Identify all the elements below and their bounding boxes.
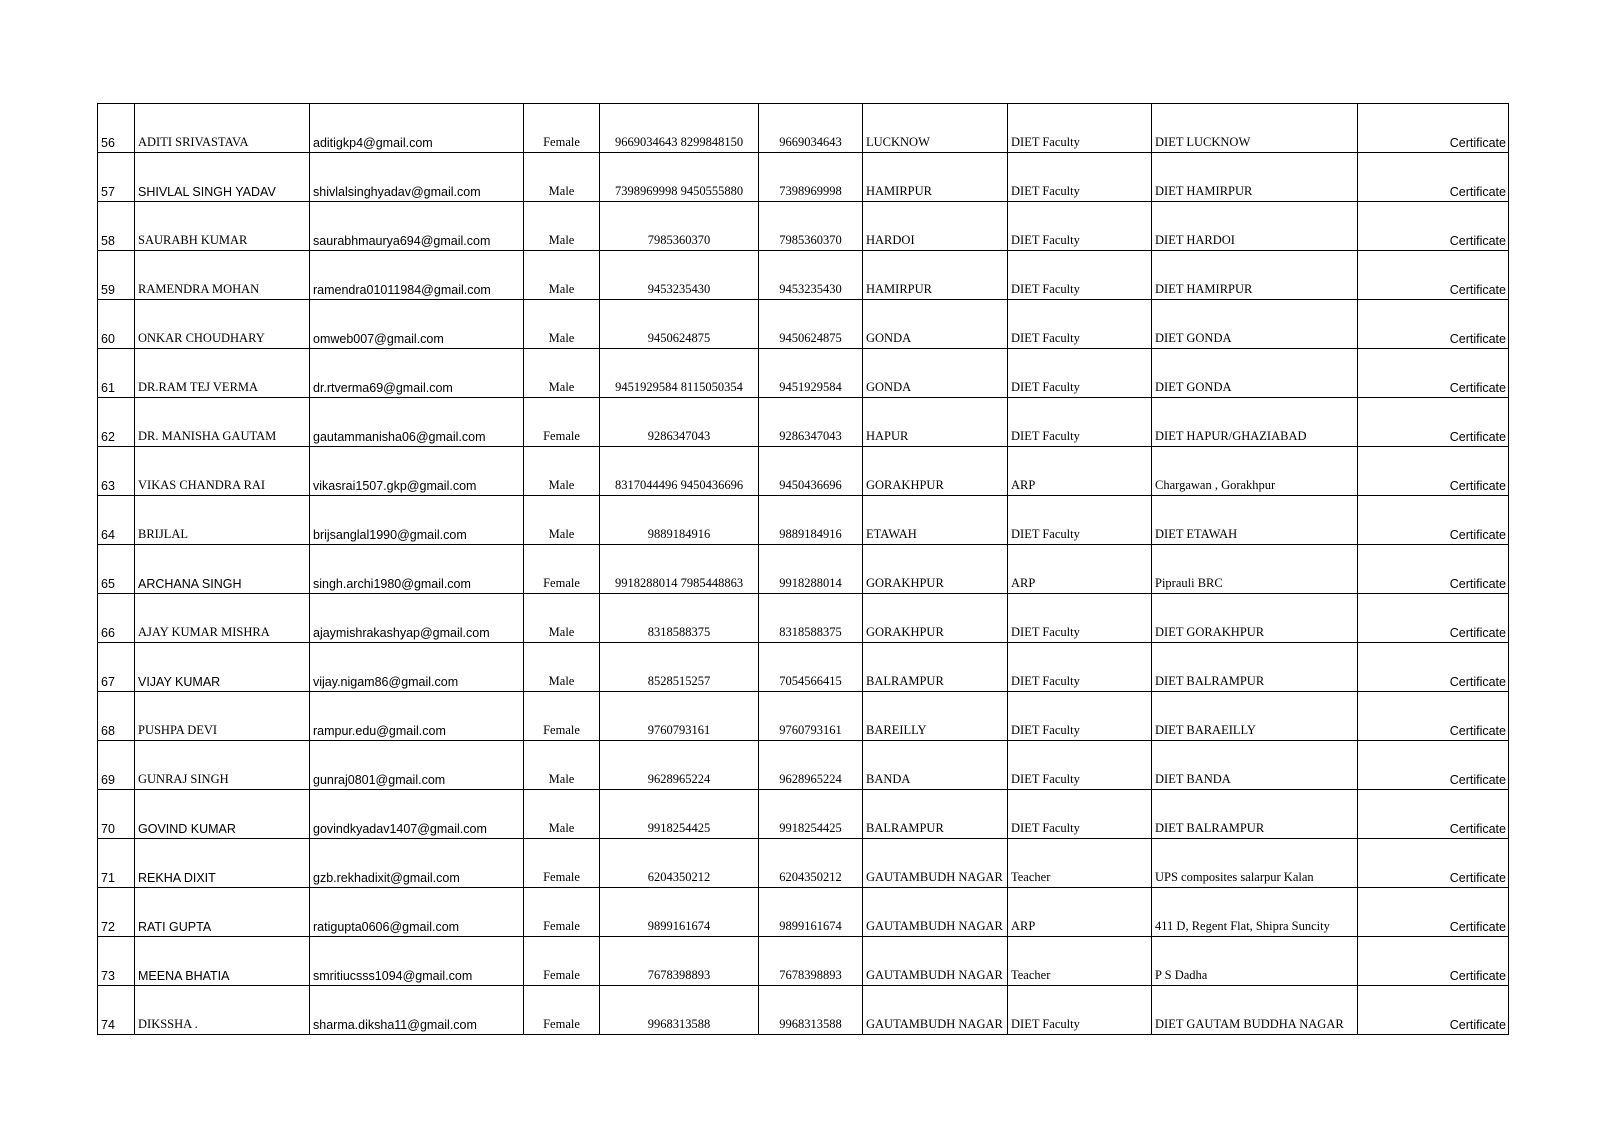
cell-district: GONDA [863, 300, 1008, 349]
cell-gender: Male [524, 251, 600, 300]
cell-mobile: 9286347043 [759, 398, 863, 447]
cell-designation: ARP [1008, 545, 1152, 594]
cell-designation: DIET Faculty [1008, 643, 1152, 692]
cell-district: GAUTAMBUDH NAGAR [863, 839, 1008, 888]
cell-mobile: 9889184916 [759, 496, 863, 545]
cell-name: GOVIND KUMAR [135, 790, 310, 839]
cell-district: HARDOI [863, 202, 1008, 251]
cell-gender: Male [524, 496, 600, 545]
table-row [98, 594, 1509, 643]
cell-phones: 9669034643 8299848150 [600, 104, 759, 153]
cell-gender: Male [524, 741, 600, 790]
cell-phones: 9760793161 [600, 692, 759, 741]
cell-certificate: Certificate [1358, 104, 1509, 153]
table-row [98, 496, 1509, 545]
cell-phones: 9918254425 [600, 790, 759, 839]
table-row [98, 251, 1509, 300]
cell-email: rampur.edu@gmail.com [310, 692, 524, 741]
cell-sno: 72 [98, 888, 135, 937]
cell-mobile: 9450436696 [759, 447, 863, 496]
cell-designation: DIET Faculty [1008, 986, 1152, 1035]
cell-sno: 60 [98, 300, 135, 349]
cell-mobile: 9453235430 [759, 251, 863, 300]
cell-phones: 9453235430 [600, 251, 759, 300]
cell-designation: DIET Faculty [1008, 790, 1152, 839]
cell-designation: DIET Faculty [1008, 741, 1152, 790]
cell-institution: DIET BANDA [1152, 741, 1358, 790]
cell-district: HAMIRPUR [863, 153, 1008, 202]
table-row [98, 153, 1509, 202]
cell-certificate: Certificate [1358, 839, 1509, 888]
cell-certificate: Certificate [1358, 790, 1509, 839]
cell-certificate: Certificate [1358, 447, 1509, 496]
cell-email: gautammanisha06@gmail.com [310, 398, 524, 447]
cell-phones: 7398969998 9450555880 [600, 153, 759, 202]
cell-institution: DIET HAPUR/GHAZIABAD [1152, 398, 1358, 447]
table-row [98, 202, 1509, 251]
cell-phones: 7985360370 [600, 202, 759, 251]
cell-certificate: Certificate [1358, 937, 1509, 986]
cell-district: GORAKHPUR [863, 594, 1008, 643]
cell-sno: 56 [98, 104, 135, 153]
participant-table [97, 103, 1509, 1035]
cell-mobile: 7398969998 [759, 153, 863, 202]
cell-district: ETAWAH [863, 496, 1008, 545]
cell-district: HAPUR [863, 398, 1008, 447]
cell-designation: DIET Faculty [1008, 496, 1152, 545]
cell-institution: P S Dadha [1152, 937, 1358, 986]
cell-name: VIKAS CHANDRA RAI [135, 447, 310, 496]
cell-name: MEENA BHATIA [135, 937, 310, 986]
cell-gender: Male [524, 447, 600, 496]
cell-name: DR.RAM TEJ VERMA [135, 349, 310, 398]
cell-institution: DIET GONDA [1152, 349, 1358, 398]
cell-institution: DIET ETAWAH [1152, 496, 1358, 545]
cell-name: ADITI SRIVASTAVA [135, 104, 310, 153]
cell-certificate: Certificate [1358, 251, 1509, 300]
cell-gender: Male [524, 153, 600, 202]
cell-gender: Male [524, 300, 600, 349]
table-row [98, 300, 1509, 349]
cell-email: shivlalsinghyadav@gmail.com [310, 153, 524, 202]
cell-phones: 9628965224 [600, 741, 759, 790]
table-row [98, 839, 1509, 888]
cell-mobile: 9918288014 [759, 545, 863, 594]
cell-sno: 57 [98, 153, 135, 202]
cell-sno: 66 [98, 594, 135, 643]
cell-designation: DIET Faculty [1008, 300, 1152, 349]
table-row [98, 986, 1509, 1035]
cell-designation: DIET Faculty [1008, 349, 1152, 398]
cell-name: PUSHPA DEVI [135, 692, 310, 741]
cell-sno: 73 [98, 937, 135, 986]
cell-email: vikasrai1507.gkp@gmail.com [310, 447, 524, 496]
cell-email: gzb.rekhadixit@gmail.com [310, 839, 524, 888]
cell-email: aditigkp4@gmail.com [310, 104, 524, 153]
cell-gender: Female [524, 937, 600, 986]
cell-mobile: 6204350212 [759, 839, 863, 888]
table-row [98, 937, 1509, 986]
cell-email: brijsanglal1990@gmail.com [310, 496, 524, 545]
cell-name: VIJAY KUMAR [135, 643, 310, 692]
cell-gender: Female [524, 398, 600, 447]
cell-email: singh.archi1980@gmail.com [310, 545, 524, 594]
cell-sno: 58 [98, 202, 135, 251]
cell-sno: 63 [98, 447, 135, 496]
table-row [98, 104, 1509, 153]
cell-phones: 9899161674 [600, 888, 759, 937]
cell-designation: DIET Faculty [1008, 692, 1152, 741]
cell-mobile: 9760793161 [759, 692, 863, 741]
cell-designation: DIET Faculty [1008, 202, 1152, 251]
cell-email: ramendra01011984@gmail.com [310, 251, 524, 300]
cell-certificate: Certificate [1358, 741, 1509, 790]
cell-district: GAUTAMBUDH NAGAR [863, 986, 1008, 1035]
cell-certificate: Certificate [1358, 594, 1509, 643]
cell-gender: Male [524, 349, 600, 398]
cell-district: BALRAMPUR [863, 643, 1008, 692]
cell-institution: 411 D, Regent Flat, Shipra Suncity [1152, 888, 1358, 937]
cell-district: BALRAMPUR [863, 790, 1008, 839]
cell-sno: 68 [98, 692, 135, 741]
cell-phones: 8317044496 9450436696 [600, 447, 759, 496]
cell-mobile: 9669034643 [759, 104, 863, 153]
cell-name: DIKSSHA . [135, 986, 310, 1035]
cell-certificate: Certificate [1358, 153, 1509, 202]
cell-designation: DIET Faculty [1008, 104, 1152, 153]
cell-institution: DIET HAMIRPUR [1152, 153, 1358, 202]
cell-gender: Female [524, 888, 600, 937]
cell-certificate: Certificate [1358, 398, 1509, 447]
cell-phones: 9451929584 8115050354 [600, 349, 759, 398]
cell-institution: DIET HARDOI [1152, 202, 1358, 251]
cell-sno: 74 [98, 986, 135, 1035]
table-row [98, 790, 1509, 839]
cell-phones: 6204350212 [600, 839, 759, 888]
cell-email: smritiucsss1094@gmail.com [310, 937, 524, 986]
cell-certificate: Certificate [1358, 202, 1509, 251]
cell-district: HAMIRPUR [863, 251, 1008, 300]
cell-district: LUCKNOW [863, 104, 1008, 153]
cell-gender: Female [524, 839, 600, 888]
cell-sno: 69 [98, 741, 135, 790]
cell-institution: DIET GONDA [1152, 300, 1358, 349]
cell-district: GORAKHPUR [863, 545, 1008, 594]
table-row [98, 692, 1509, 741]
cell-certificate: Certificate [1358, 643, 1509, 692]
cell-district: BANDA [863, 741, 1008, 790]
cell-email: gunraj0801@gmail.com [310, 741, 524, 790]
cell-mobile: 9899161674 [759, 888, 863, 937]
cell-sno: 67 [98, 643, 135, 692]
cell-certificate: Certificate [1358, 986, 1509, 1035]
cell-mobile: 8318588375 [759, 594, 863, 643]
cell-gender: Male [524, 202, 600, 251]
cell-certificate: Certificate [1358, 300, 1509, 349]
cell-designation: Teacher [1008, 937, 1152, 986]
cell-email: dr.rtverma69@gmail.com [310, 349, 524, 398]
cell-name: ARCHANA SINGH [135, 545, 310, 594]
cell-mobile: 7054566415 [759, 643, 863, 692]
cell-email: sharma.diksha11@gmail.com [310, 986, 524, 1035]
cell-mobile: 9918254425 [759, 790, 863, 839]
cell-mobile: 9628965224 [759, 741, 863, 790]
cell-gender: Male [524, 643, 600, 692]
cell-phones: 9918288014 7985448863 [600, 545, 759, 594]
cell-institution: Chargawan , Gorakhpur [1152, 447, 1358, 496]
cell-certificate: Certificate [1358, 496, 1509, 545]
cell-name: RATI GUPTA [135, 888, 310, 937]
cell-institution: DIET GAUTAM BUDDHA NAGAR [1152, 986, 1358, 1035]
cell-institution: DIET GORAKHPUR [1152, 594, 1358, 643]
cell-mobile: 9968313588 [759, 986, 863, 1035]
cell-gender: Female [524, 104, 600, 153]
cell-name: SHIVLAL SINGH YADAV [135, 153, 310, 202]
cell-institution: DIET BALRAMPUR [1152, 790, 1358, 839]
cell-name: ONKAR CHOUDHARY [135, 300, 310, 349]
cell-gender: Female [524, 545, 600, 594]
cell-phones: 8318588375 [600, 594, 759, 643]
cell-district: BAREILLY [863, 692, 1008, 741]
cell-sno: 70 [98, 790, 135, 839]
cell-designation: ARP [1008, 447, 1152, 496]
cell-institution: DIET BALRAMPUR [1152, 643, 1358, 692]
cell-sno: 71 [98, 839, 135, 888]
cell-phones: 9286347043 [600, 398, 759, 447]
cell-sno: 59 [98, 251, 135, 300]
table-row [98, 398, 1509, 447]
cell-designation: DIET Faculty [1008, 251, 1152, 300]
cell-email: saurabhmaurya694@gmail.com [310, 202, 524, 251]
cell-phones: 9968313588 [600, 986, 759, 1035]
cell-mobile: 7678398893 [759, 937, 863, 986]
cell-email: vijay.nigam86@gmail.com [310, 643, 524, 692]
cell-name: DR. MANISHA GAUTAM [135, 398, 310, 447]
cell-designation: DIET Faculty [1008, 398, 1152, 447]
cell-email: ajaymishrakashyap@gmail.com [310, 594, 524, 643]
cell-sno: 62 [98, 398, 135, 447]
table-row [98, 545, 1509, 594]
cell-district: GAUTAMBUDH NAGAR [863, 888, 1008, 937]
table-row [98, 349, 1509, 398]
cell-institution: DIET LUCKNOW [1152, 104, 1358, 153]
cell-mobile: 7985360370 [759, 202, 863, 251]
cell-name: REKHA DIXIT [135, 839, 310, 888]
cell-email: omweb007@gmail.com [310, 300, 524, 349]
cell-name: AJAY KUMAR MISHRA [135, 594, 310, 643]
cell-phones: 8528515257 [600, 643, 759, 692]
cell-mobile: 9451929584 [759, 349, 863, 398]
cell-institution: UPS composites salarpur Kalan [1152, 839, 1358, 888]
cell-gender: Male [524, 594, 600, 643]
cell-district: GORAKHPUR [863, 447, 1008, 496]
cell-certificate: Certificate [1358, 692, 1509, 741]
cell-gender: Male [524, 790, 600, 839]
cell-district: GONDA [863, 349, 1008, 398]
cell-email: ratigupta0606@gmail.com [310, 888, 524, 937]
cell-name: GUNRAJ SINGH [135, 741, 310, 790]
table-row [98, 643, 1509, 692]
cell-gender: Female [524, 692, 600, 741]
cell-designation: DIET Faculty [1008, 594, 1152, 643]
cell-phones: 9450624875 [600, 300, 759, 349]
cell-sno: 61 [98, 349, 135, 398]
cell-name: RAMENDRA MOHAN [135, 251, 310, 300]
cell-certificate: Certificate [1358, 888, 1509, 937]
cell-district: GAUTAMBUDH NAGAR [863, 937, 1008, 986]
cell-phones: 9889184916 [600, 496, 759, 545]
cell-designation: ARP [1008, 888, 1152, 937]
cell-sno: 65 [98, 545, 135, 594]
cell-designation: DIET Faculty [1008, 153, 1152, 202]
cell-institution: DIET BARAEILLY [1152, 692, 1358, 741]
cell-mobile: 9450624875 [759, 300, 863, 349]
cell-name: SAURABH KUMAR [135, 202, 310, 251]
cell-institution: Piprauli BRC [1152, 545, 1358, 594]
cell-phones: 7678398893 [600, 937, 759, 986]
cell-email: govindkyadav1407@gmail.com [310, 790, 524, 839]
table-row [98, 888, 1509, 937]
cell-certificate: Certificate [1358, 349, 1509, 398]
cell-name: BRIJLAL [135, 496, 310, 545]
table-row [98, 447, 1509, 496]
table-row [98, 741, 1509, 790]
cell-sno: 64 [98, 496, 135, 545]
cell-gender: Female [524, 986, 600, 1035]
cell-certificate: Certificate [1358, 545, 1509, 594]
cell-institution: DIET HAMIRPUR [1152, 251, 1358, 300]
cell-designation: Teacher [1008, 839, 1152, 888]
